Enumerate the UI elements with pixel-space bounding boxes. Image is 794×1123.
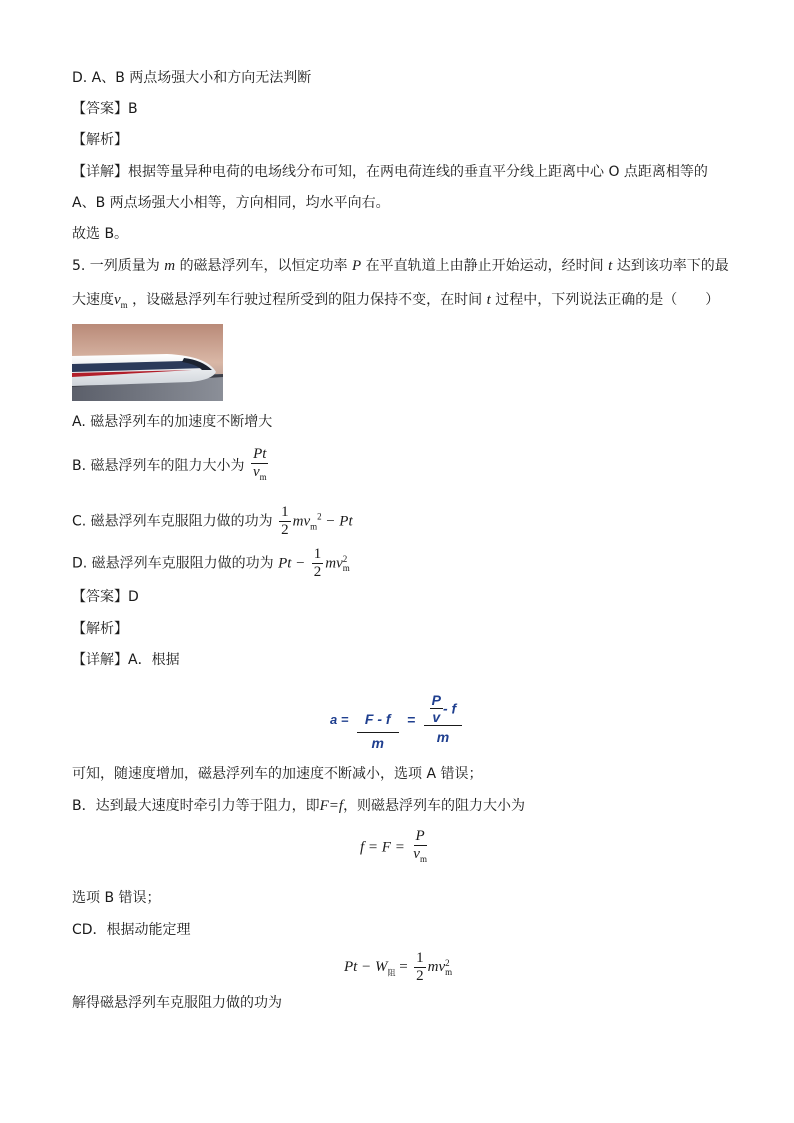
subscript-m: m <box>445 966 453 977</box>
denominator <box>411 846 429 868</box>
q5-text: 大速度 <box>72 292 114 308</box>
inner-num: P <box>431 691 441 708</box>
option-d <box>72 546 350 581</box>
f-equals-f-equals: f = F = <box>360 839 405 856</box>
subscript-m: m <box>259 472 267 482</box>
b-text: B．达到最大速度时牵引力等于阻力，即 <box>72 798 320 814</box>
f-equals-f: F=f <box>319 798 344 814</box>
choose-q4: 故选 B。 <box>72 226 129 242</box>
option-d-previous: D. A、B 两点场强大小和方向无法判断 <box>72 70 312 86</box>
term-mv: mv <box>427 959 446 975</box>
subscript-m: m <box>342 562 350 573</box>
answer-q5: 【答案】D <box>72 589 139 605</box>
var-v: v <box>114 292 121 308</box>
var-t: t <box>608 258 613 274</box>
inner-fraction <box>430 692 443 725</box>
term-minus-pt: − Pt <box>321 513 353 530</box>
q5-text: 过程中，下列说法正确的是（ ） <box>495 292 720 308</box>
minus-f: - f <box>442 700 457 716</box>
q5-text: 5. 一列质量为 <box>72 258 160 274</box>
statement-b <box>72 796 525 816</box>
denominator: 2 <box>281 522 289 538</box>
acceleration-equation <box>330 686 466 753</box>
conclusion-b: 选项 B 错误； <box>72 890 161 906</box>
denominator: m <box>371 735 384 751</box>
fraction-p-over-v-minus-f <box>424 692 463 748</box>
option-d-text: D. 磁悬浮列车克服阻力做的功为 <box>72 555 274 572</box>
numerator: 1 <box>281 504 289 520</box>
var-t: t <box>486 292 491 308</box>
option-c <box>72 504 353 539</box>
option-a: A. 磁悬浮列车的加速度不断增大 <box>72 414 273 430</box>
final-statement: 解得磁悬浮列车克服阻力做的功为 <box>72 995 282 1011</box>
superscript-2: 2 <box>445 957 450 968</box>
option-c-text: C. 磁悬浮列车克服阻力做的功为 <box>72 513 273 530</box>
denominator: 2 <box>313 564 322 580</box>
inner-den: v <box>432 708 441 725</box>
q5-text: 达到该功率下的最 <box>616 258 729 274</box>
conclusion-a: 可知，随速度增加，磁悬浮列车的加速度不断减小，选项 A 错误； <box>72 766 483 782</box>
numerator <box>424 692 463 726</box>
denominator: 2 <box>416 968 424 984</box>
question-5-line2 <box>72 290 719 315</box>
q5-text: ，设磁悬浮列车行驶过程所受到的阻力保持不变，在时间 <box>132 292 483 308</box>
kinetic-energy-equation <box>344 950 452 985</box>
superscript-2: 2 <box>317 511 322 522</box>
term-pt-minus: Pt − <box>278 555 306 572</box>
statement-cd: CD．根据动能定理 <box>72 922 191 938</box>
term-mv: mv <box>292 513 311 530</box>
answer-q4: 【答案】B <box>72 101 138 117</box>
fraction-half <box>312 546 324 581</box>
var-p: P <box>352 258 362 274</box>
option-b <box>72 446 271 486</box>
maglev-train-image <box>72 324 223 401</box>
numerator: F - f <box>357 706 399 733</box>
train-illustration <box>72 324 223 401</box>
question-5-line1 <box>72 256 729 276</box>
equals: = <box>407 711 416 728</box>
q5-text: 的磁悬浮列车，以恒定功率 <box>179 258 348 274</box>
detail-q5: 【详解】A．根据 <box>72 652 180 668</box>
subscript-m: m <box>120 300 128 310</box>
subscript-zu: 阻 <box>387 968 396 978</box>
fraction-half <box>414 950 426 985</box>
numerator: 1 <box>313 546 322 562</box>
analysis-heading-q4: 【解析】 <box>72 132 128 148</box>
a-equals: a = <box>330 712 349 727</box>
pt-minus-w: Pt − W <box>344 959 388 975</box>
numerator: 1 <box>416 950 424 966</box>
resistance-equation <box>360 828 431 868</box>
fraction-pt-over-vm <box>251 446 269 486</box>
subscript-m: m <box>310 521 318 532</box>
b-text: ，则磁悬浮列车的阻力大小为 <box>343 798 526 814</box>
fraction-half <box>279 504 291 539</box>
numerator: Pt <box>253 446 267 462</box>
subscript-m: m <box>419 854 427 864</box>
var-m: m <box>164 258 176 274</box>
equals: = <box>395 959 408 975</box>
denominator <box>251 464 269 486</box>
term-mv: mv <box>325 555 343 572</box>
var-v: v <box>252 464 260 480</box>
superscript-2: 2 <box>342 553 348 564</box>
detail-q4-line1: 【详解】根据等量异种电荷的电场线分布可知，在两电荷连线的垂直平分线上距离中心 O 点距离相等的 <box>72 164 708 180</box>
script-stack <box>445 959 452 977</box>
script-stack <box>343 555 350 573</box>
detail-q4-line2: A、B 两点场强大小相等，方向相同，均水平向右。 <box>72 195 390 211</box>
option-b-text: B. 磁悬浮列车的阻力大小为 <box>72 458 245 474</box>
analysis-heading-q5: 【解析】 <box>72 621 128 637</box>
numerator: P <box>415 828 425 844</box>
q5-text: 在平直轨道上由静止开始运动，经时间 <box>365 258 604 274</box>
fraction-f-minus-f-over-m <box>357 686 399 753</box>
denominator: m <box>436 728 450 745</box>
var-v: v <box>413 846 420 862</box>
fraction-p-over-vm <box>411 828 429 868</box>
